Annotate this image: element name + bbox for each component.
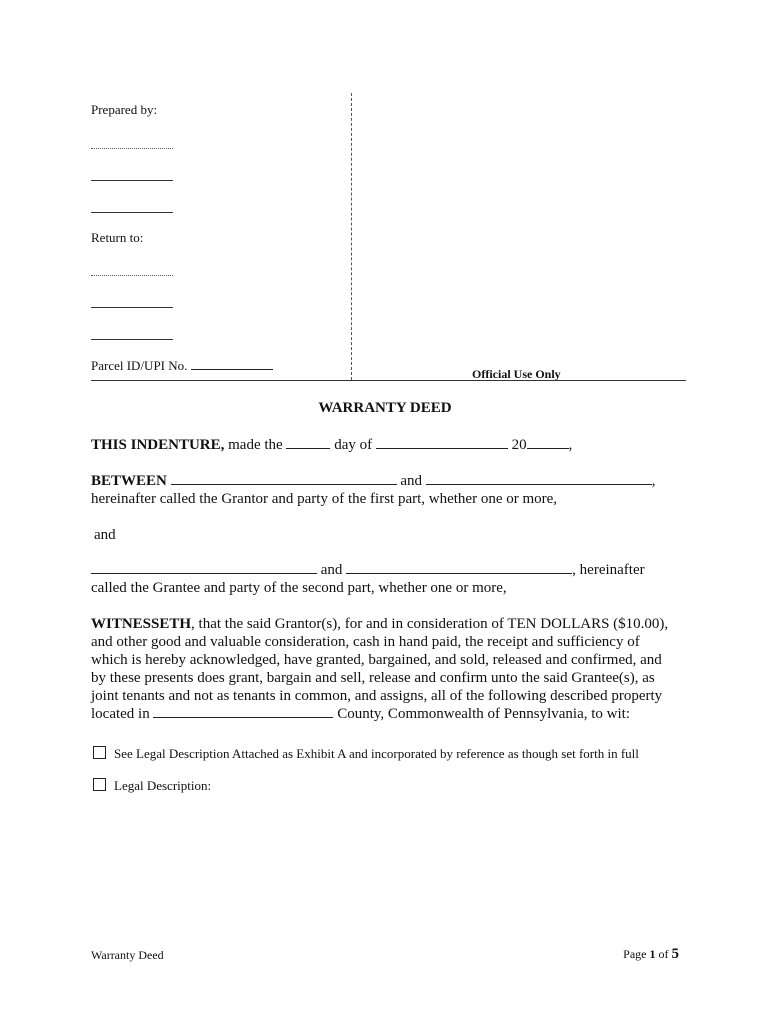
indenture-day-field[interactable] [286,436,330,449]
parcel-id-row [91,358,273,374]
exhibit-option [93,746,639,762]
indenture-lead: THIS INDENTURE, [91,437,225,453]
prepared-by-line-1[interactable] [91,148,173,149]
legal-description-label: Legal Description: [114,778,212,793]
exhibit-checkbox[interactable] [93,746,106,759]
return-to-label: Return to: [91,230,144,245]
parcel-id-field[interactable] [191,360,273,370]
page-total: 5 [671,946,679,962]
page-number [623,946,679,963]
page-current: 1 [649,947,656,961]
and-separator: and [94,527,116,543]
page-prefix: Page [623,947,647,961]
footer-title: Warranty Deed [91,948,164,962]
header-bottom-rule [91,380,686,381]
located-in-label: located in [91,706,150,722]
page-of: of [658,947,669,961]
between-and: and [400,473,423,489]
indenture-year-field[interactable] [527,436,569,449]
legal-description-checkbox[interactable] [93,778,106,791]
return-to-line-1[interactable] [91,275,173,276]
grantor-2-field[interactable] [426,472,652,485]
official-use-label: Official Use Only [472,367,561,381]
grantee-and: and [320,562,343,578]
between-end: , [651,473,656,489]
witnesseth-line-5: joint tenants and not as tenants in common, and assigns, all of the following described property [91,688,663,704]
prepared-by-line-3[interactable] [91,212,173,213]
return-to-line-2[interactable] [91,307,173,308]
page-title: WARRANTY DEED [318,400,452,416]
prepared-by-line-2[interactable] [91,180,173,181]
indenture-year-prefix: 20 [511,437,527,453]
witnesseth-line-4: by these presents does grant, bargain and sell, release and confirm unto the said Grantee(s), as [91,670,655,686]
grantee-line [91,561,645,579]
witnesseth-line-6 [91,705,630,723]
indenture-day-of: day of [334,437,373,453]
witnesseth-line-3: which is hereby acknowledged, have granted, bargained, and sold, released and confirmed, and [91,652,662,668]
grantee-description: called the Grantee and party of the second part, whether one or more, [91,580,507,596]
indenture-made-the: made the [228,437,283,453]
return-to-line-3[interactable] [91,339,173,340]
grantee-1-field[interactable] [91,561,317,574]
grantor-description: hereinafter called the Grantor and party of the first part, whether one or more, [91,491,558,507]
header-divider [351,93,352,380]
prepared-by-label: Prepared by: [91,102,158,117]
exhibit-label: See Legal Description Attached as Exhibit A and incorporated by reference as though set forth in full [114,746,639,761]
county-suffix: County, Commonwealth of Pennsylvania, to wit: [337,706,630,722]
legal-description-option [93,778,211,794]
grantee-end: , hereinafter [572,562,645,578]
witnesseth-line-2: and other good and valuable consideration, cash in hand paid, the receipt and sufficiency of [91,634,640,650]
indenture-end: , [568,437,573,453]
parcel-id-label: Parcel ID/UPI No. [91,358,188,373]
witnesseth-lead: WITNESSETH [91,616,192,632]
grantee-2-field[interactable] [346,561,572,574]
indenture-month-field[interactable] [376,436,508,449]
between-line [91,472,656,490]
witnesseth-line-1 [91,615,668,633]
witnesseth-text-1: , that the said Grantor(s), for and in consideration of TEN DOLLARS ($10.00), [191,616,669,632]
indenture-line [91,436,572,454]
between-lead: BETWEEN [91,473,167,489]
county-field[interactable] [153,705,333,718]
grantor-1-field[interactable] [171,472,397,485]
